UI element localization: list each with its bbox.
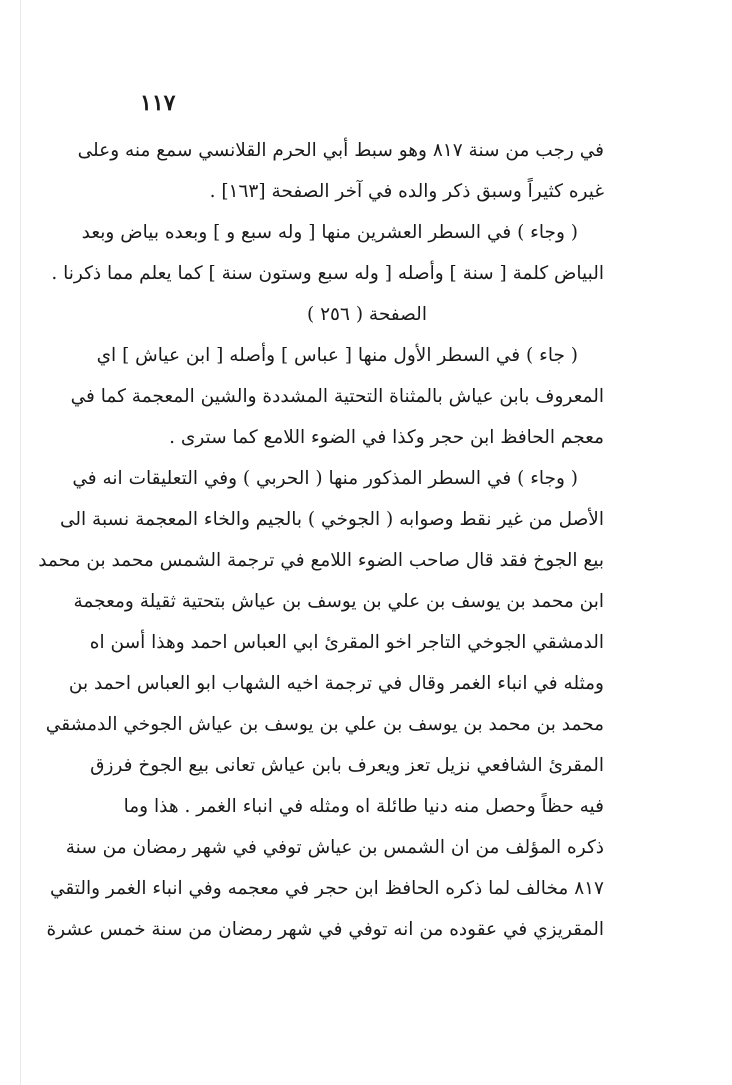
scan-edge-mark: [20, 0, 21, 1085]
text-line: بيع الجوخ فقد قال صاحب الضوء اللامع في ترجمة الشمس محمد بن محمد: [38, 550, 604, 571]
text-line: ومثله في انباء الغمر وقال في ترجمة اخيه الشهاب ابو العباس احمد بن: [68, 673, 604, 694]
text-line: محمد بن محمد بن يوسف بن علي بن يوسف بن عياش الجوخي الدمشقي: [45, 714, 604, 735]
text-line: المقريزي في عقوده من انه توفي في شهر رمضان من سنة خمس عشرة: [46, 919, 604, 940]
text-line: ذكره المؤلف من ان الشمس بن عياش توفي في شهر رمضان من سنة: [65, 837, 604, 858]
text-line: ( جاء ) في السطر الأول منها [ عباس ] وأصله [ ابن عياش ] اي: [96, 345, 578, 366]
text-line: ( وجاء ) في السطر المذكور منها ( الحربي ) وفي التعليقات انه في: [72, 468, 578, 489]
text-line: ( وجاء ) في السطر العشرين منها [ وله سبع و ] وبعده بياض وبعد: [81, 222, 578, 243]
page-number: ١١٧: [140, 90, 176, 116]
text-line: الدمشقي الجوخي التاجر اخو المقرئ ابي العباس احمد وهذا أسن اه: [89, 632, 604, 653]
text-line: المقرئ الشافعي نزيل تعز ويعرف بابن عياش تعانى بيع الجوخ فرزق: [90, 755, 604, 776]
text-line: في رجب من سنة ٨١٧ وهو سبط أبي الحرم القلانسي سمع منه وعلى: [77, 140, 604, 161]
text-line: ابن محمد بن يوسف بن علي بن يوسف بن عياش بتحتية ثقيلة ومعجمة: [73, 591, 604, 612]
text-line: الأصل من غير نقط وصوابه ( الجوخي ) بالجيم والخاء المعجمة نسبة الى: [59, 509, 604, 530]
section-heading: الصفحة ( ٢٥٦ ): [307, 304, 427, 325]
text-line: فيه حظاً وحصل منه دنيا طائلة اه ومثله في انباء الغمر . هذا وما: [123, 796, 604, 817]
text-line: غيره كثيراً وسبق ذكر والده في آخر الصفحة [١٦٣] .: [209, 181, 604, 202]
text-line: البياض كلمة [ سنة ] وأصله [ وله سبع وستون سنة ] كما يعلم مما ذكرنا .: [51, 263, 604, 284]
text-line: المعروف بابن عياش بالمثناة التحتية المشددة والشين المعجمة كما في: [70, 386, 604, 407]
text-line: معجم الحافظ ابن حجر وكذا في الضوء اللامع كما سترى .: [169, 427, 604, 448]
body-text: [38, 130, 604, 950]
text-line: ٨١٧ مخالف لما ذكره الحافظ ابن حجر في معجمه وفي انباء الغمر والتقي: [49, 878, 604, 899]
